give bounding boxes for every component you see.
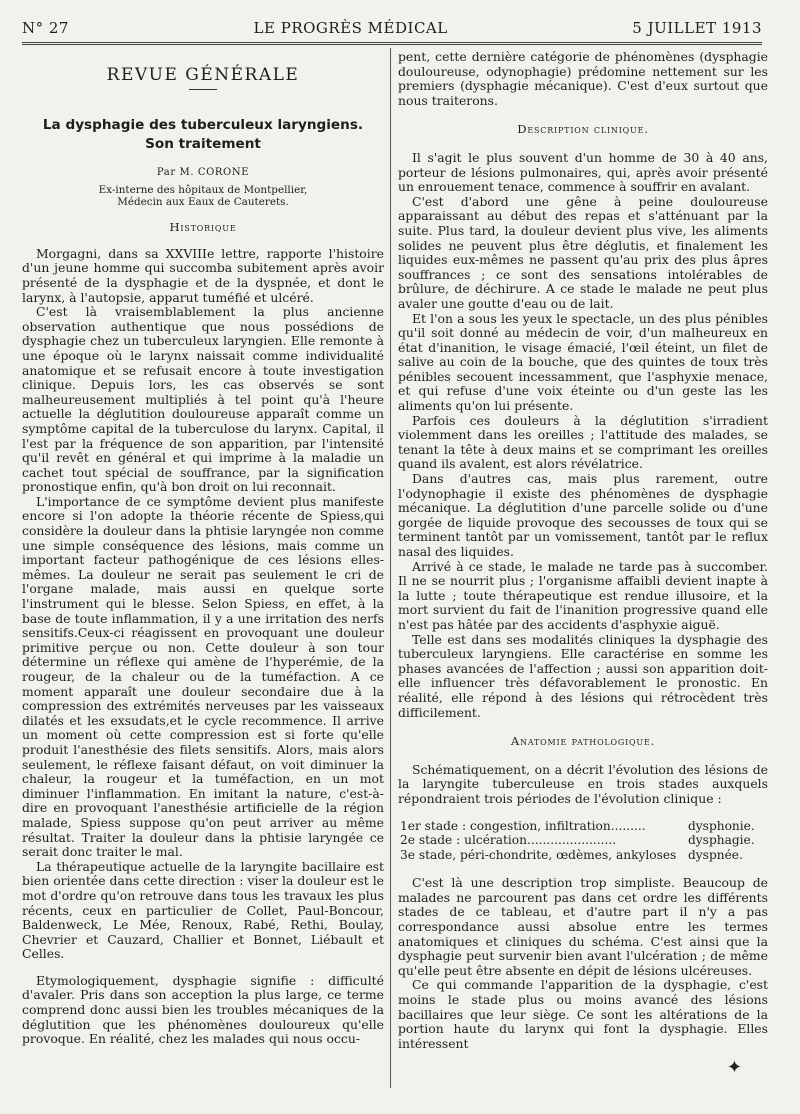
stage-value: dysphagie.	[688, 833, 755, 848]
paragraph: C'est d'abord une gêne à peine douloureuse apparaissant au début des repas et s'atténuant par la suite. Plus tard, la douleur devient plus vive, les aliments solides ne peuvent plus être déglutis, et finalement les liquides eux-mêmes ne passent qu'au prix des plus âpres souffrances ; ce sont des sensations intolérables de brûlure, de déchirure. A ce stade le malade ne peut plus avaler une goutte d'eau ou de lait.	[398, 193, 768, 311]
stage-label: 3e stade, péri-chondrite, œdèmes, ankyloses	[400, 847, 677, 862]
affiliation-line-1: Ex-interne des hôpitaux de Montpellier,	[98, 184, 308, 197]
stage-row	[398, 848, 768, 863]
paragraph: pent, cette dernière catégorie de phénomènes (dysphagie douloureuse, odynophagie) prédomine nettement sur les premiers (dysphagie mécanique). C'est d'eux surtout que nous traiterons.	[398, 49, 768, 108]
paragraph: Ce qui commande l'apparition de la dysphagie, c'est moins le stade plus ou moins avancé des lésions bacillaires que leur siège. Ce sont les altérations de la portion haute du larynx qui font la dysphagie. Elles intéressent	[398, 977, 768, 1051]
header-rule	[22, 42, 762, 45]
paragraph: L'importance de ce symptôme devient plus manifeste encore si l'on adopte la théorie récente de Spiess,qui considère la douleur dans la phtisie laryngée non comme une simple conséquence des lésions, mais comme un important facteur pathogénique de ces lésions elles-mêmes. La douleur ne serait pas seulement le cri de l'organe malade, mais aussi en quelque sorte l'instrument qui le blesse. Selon Spiess, en effet, à la base de toute inflammation, il y a une irritation des nerfs sensitifs.Ceux-ci réagissent en provoquant une douleur primitive perçue ou non. Cette douleur à son tour détermine un réflexe qui amène de l'hyperémie, de la rougeur, de la chaleur ou de la tuméfaction. A ce moment apparaît une douleur secondaire due à la compression des extrémités nerveuses par les vaisseaux dilatés et les exsudats,et le cycle recommence. Il arrive un moment où cette compression est si forte qu'elle produit l'anesthésie des filets sensitifs. Alors, mais alors seulement, le réflexe faisant défaut, on voit diminuer la chaleur, la rougeur et la tuméfaction, en un mot diminuer l'inflammation. En imitant la nature, c'est-à-dire en provoquant l'anesthésie artificielle de la région malade, Spiess suppose qu'on peut arriver au même résultat. Traiter la douleur dans la phtisie laryngée ce serait donc traiter le mal.	[22, 493, 384, 860]
stage-row	[398, 819, 768, 834]
journal-title: LE PROGRÈS MÉDICAL	[253, 19, 448, 37]
section-heading-anatomie: Anatomie pathologique.	[510, 734, 656, 749]
author-line: Par M. CORONE	[156, 166, 250, 178]
paragraph: Morgagni, dans sa XXVIIIe lettre, rapporte l'histoire d'un jeune homme qui succomba subitement après avoir présenté de la dysphagie et de la dyspnée, et dont le larynx, à l'autopsie, apparut tuméfié et ulcéré.	[22, 245, 384, 305]
page-header	[22, 16, 762, 40]
paragraph: La thérapeutique actuelle de la laryngite bacillaire est bien orientée dans cette direction : viser la douleur est le mot d'ordre qu'on retrouve dans tous les travaux les plus récents, ceux en particulier de Collet, Paul-Boncour, Baldenweck, Le Mée, Renoux, Rabé, Rethi, Boulay, Chevrier et Cauzard, Challier et Bonnet, Liébault et Celles.	[22, 858, 384, 962]
right-column	[398, 50, 768, 1051]
article-title-line-1: La dysphagie des tuberculeux laryngiens.	[42, 116, 364, 133]
stage-value: dyspnée.	[688, 847, 743, 862]
paragraph: Schématiquement, on a décrit l'évolution des lésions de la laryngite tuberculeuse en trois stades auxquels répondraient trois périodes de l'évolution clinique :	[398, 761, 768, 806]
section-heading-historique: Historique	[169, 220, 237, 235]
paragraph: Etymologiquement, dysphagie signifie : difficulté d'avaler. Pris dans son acception la plus large, ce terme comprend donc aussi bien les troubles mécaniques de la déglutition que les phénomènes douloureux qu'elle provoque. En réalité, chez les malades qui nous occu-	[22, 972, 384, 1047]
revue-heading: REVUE GÉNÉRALE	[106, 65, 300, 85]
paragraph: Dans d'autres cas, mais plus rarement, outre l'odynophagie il existe des phénomènes de dysphagie mécanique. La déglutition d'une parcelle solide ou d'une gorgée de liquide provoque des secousses de toux qui se terminent tantôt par un vomissement, tantôt par le reflux nasal des liquides.	[398, 471, 768, 559]
author-affiliation	[22, 184, 384, 208]
article-title-line-2: Son traitement	[145, 135, 261, 152]
paragraph: Et l'on a sous les yeux le spectacle, un des plus pénibles qu'il soit donné au médecin de voir, d'un malheureux en état d'inanition, le visage émacié, l'œil éteint, un filet de salive au coin de la bouche, que des quintes de toux très pénibles secouent incessamment, que l'asphyxie menace, et qui refuse d'une voix éteinte ou d'un geste las les aliments qu'on lui présente.	[398, 310, 768, 414]
stages-table	[398, 819, 768, 863]
paragraph: C'est là une description trop simpliste. Beaucoup de malades ne parcourent pas dans cet ordre les différents stades de ce tableau, et d'autre part il n'y a pas correspondance aussi absolue entre les termes anatomiques et cliniques du schéma. C'est ainsi que la dysphagie peut survenir bien avant l'ulcération ; de même qu'elle peut être absente en dépit de lésions ulcéreuses.	[398, 875, 768, 978]
section-heading-description: Description clinique.	[517, 122, 649, 137]
stage-value: dysphonie.	[688, 818, 755, 833]
left-column	[22, 50, 384, 1047]
issue-number: N° 27	[22, 19, 69, 37]
paragraph: C'est là vraisemblablement la plus ancienne observation authentique que nous possédions de dysphagie chez un tuberculeux laryngien. Elle remonte à une époque où le larynx naissait comme individualité anatomique et se refusait encore à toute investigation clinique. Depuis lors, les cas observés se sont malheureusement multipliés à tel point qu'à l'heure actuelle la déglutition douloureuse apparaît comme un symptôme capital de la tuberculose du larynx. Capital, il l'est par la fréquence de son apparition, par l'intensité qu'il revêt en général et qui imprime à la maladie un cachet tout spécial de souffrance, par la signification pronostique enfin, qu'à bon droit on lui reconnait.	[22, 304, 384, 495]
paragraph: Telle est dans ses modalités cliniques la dysphagie des tuberculeux laryngiens. Elle caractérise en somme les phases avancées de l'affection ; aussi son apparition doit-elle influencer très défavorablement le pronostic. En réalité, elle répond à des lésions qui rétrocèdent très difficilement.	[398, 631, 768, 720]
stage-row	[398, 833, 768, 848]
stage-label: 1er stade : congestion, infiltration.........	[400, 818, 646, 833]
affiliation-line-2: Médecin aux Eaux de Cauterets.	[117, 196, 289, 209]
article-title	[22, 116, 384, 154]
paragraph: Parfois ces douleurs à la déglutition s'irradient violemment dans les oreilles ; l'attitude des malades, se tenant la tête à deux mains et se comprimant les oreilles quand ils avalent, est alors révélatrice.	[398, 412, 768, 472]
stage-label: 2e stade : ulcération.......................	[400, 833, 617, 848]
title-rule	[189, 89, 217, 90]
fleuron-ornament-icon: ✦	[726, 1057, 742, 1078]
column-divider	[390, 48, 391, 1088]
paragraph: Il s'agit le plus souvent d'un homme de 30 à 40 ans, porteur de lésions pulmonaires, qui, après avoir présenté un enrouement tenace, commence à souffrir en avalant.	[398, 149, 768, 195]
issue-date: 5 JUILLET 1913	[632, 19, 762, 37]
paragraph: Arrivé à ce stade, le malade ne tarde pas à succomber. Il ne se nourrit plus ; l'organisme affaibli devient inapte à la lutte ; toute thérapeutique est rendue illusoire, et la mort survient du fait de l'inanition progressive quand elle n'est pas hâtée par des accidents d'asphyxie aiguë.	[398, 558, 768, 632]
